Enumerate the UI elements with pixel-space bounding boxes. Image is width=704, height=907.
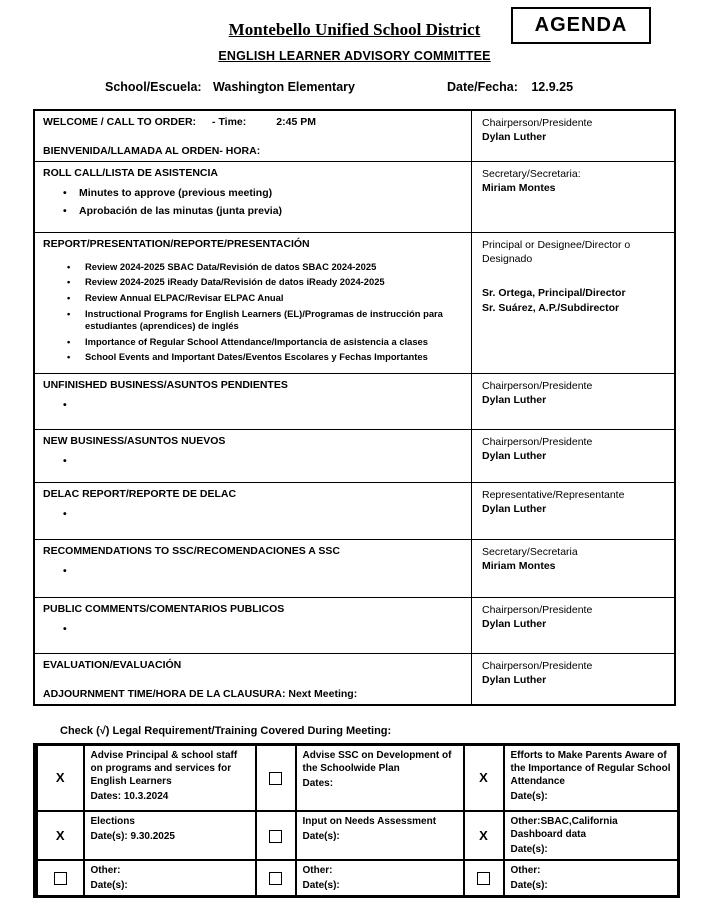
agenda-row: [35, 232, 674, 373]
bullet-list: [43, 623, 463, 642]
bullet-text: Importance of Regular School Attendance/Importancia de asistencia a clases: [85, 335, 428, 347]
bullet-icon: •: [67, 335, 71, 347]
checkbox-icon: [269, 872, 282, 885]
responsible-cell: [472, 598, 674, 653]
legal-item-dates: Date(s):: [510, 843, 548, 855]
bullet-icon: •: [63, 454, 67, 467]
bullet-item: [63, 187, 463, 201]
responsible-names: [482, 559, 666, 573]
bullet-list: [43, 187, 463, 224]
responsible-cell: [472, 540, 674, 597]
bullet-item: [67, 308, 463, 332]
responsible-name: Dylan Luther: [482, 450, 547, 463]
legal-item-cell: [296, 811, 464, 860]
legal-item-cell: [84, 860, 256, 897]
time-label: - Time:: [212, 116, 247, 128]
bullet-item: [67, 261, 463, 273]
agenda-item-cell: [35, 374, 472, 429]
responsible-role: Representative/Representante: [482, 489, 625, 501]
checkbox-icon: [54, 872, 67, 885]
agenda-item-title: [43, 116, 463, 130]
agenda-row: [35, 111, 674, 161]
bullet-item: [67, 336, 463, 348]
agenda-item-cell: [35, 233, 472, 373]
agenda-item-title-text: PUBLIC COMMENTS/COMENTARIOS PUBLICOS: [43, 603, 285, 615]
legal-item-text: Other:SBAC,California Dashboard data: [510, 815, 618, 840]
responsible-names: [482, 449, 666, 463]
legal-item-text: Other:: [510, 864, 541, 876]
responsible-name: Dylan Luther: [482, 674, 547, 687]
legal-item-dates: Dates: 10.3.2024: [90, 791, 169, 802]
responsible-names: [482, 393, 666, 407]
bullet-icon: •: [67, 351, 71, 363]
legal-item-cell: [504, 745, 679, 811]
responsible-role: Secretary/Secretaria:: [482, 168, 581, 180]
agenda-item-title-text: RECOMMENDATIONS TO SSC/RECOMENDACIONES A SSC: [43, 545, 340, 557]
district-title: Montebello Unified School District: [228, 20, 481, 39]
agenda-item-title-text: NEW BUSINESS/ASUNTOS NUEVOS: [43, 435, 226, 447]
responsible-role: Chairperson/Presidente: [482, 117, 593, 129]
bullet-item: [67, 276, 463, 288]
agenda-item-title-text: DELAC REPORT/REPORTE DE DELAC: [43, 488, 237, 500]
agenda-item-cell: [35, 654, 472, 704]
bullet-text: Review 2024-2025 SBAC Data/Revisión de datos SBAC 2024-2025: [85, 260, 377, 272]
agenda-item-title: [43, 435, 463, 449]
bullet-icon: •: [63, 564, 67, 577]
responsible-name: Dylan Luther: [482, 503, 547, 516]
responsible-role: Chairperson/Presidente: [482, 380, 593, 392]
date-value: 12.9.25: [531, 80, 574, 94]
responsible-role: Chairperson/Presidente: [482, 604, 593, 616]
bullet-text: Aprobación de las minutas (junta previa): [79, 205, 283, 218]
bullet-item: [67, 351, 463, 363]
agenda-item-title: [43, 488, 463, 502]
responsible-cell: [472, 111, 674, 161]
agenda-item-title-text: WELCOME / CALL TO ORDER:: [43, 116, 197, 128]
legal-item-cell: [296, 860, 464, 897]
responsible-cell: [472, 483, 674, 539]
checkbox-unchecked[interactable]: [464, 860, 504, 897]
bullet-item: [63, 565, 463, 579]
checkbox-checked[interactable]: X: [36, 745, 84, 811]
bullet-icon: •: [63, 186, 67, 199]
bullet-icon: •: [67, 260, 71, 272]
agenda-item-cell: [35, 111, 472, 161]
responsible-cell: [472, 233, 674, 373]
responsible-role: Chairperson/Presidente: [482, 660, 593, 672]
agenda-row: [35, 482, 674, 539]
checkbox-checked[interactable]: X: [36, 811, 84, 860]
bullet-text: School Events and Important Dates/Eventos Escolares y Fechas Importantes: [85, 351, 428, 363]
legal-table-body: [36, 745, 679, 897]
agenda-row: [35, 373, 674, 429]
legal-item-text: Elections: [90, 815, 135, 827]
agenda-item-title-text: EVALUATION/EVALUACIÓN: [43, 659, 182, 671]
bullet-item: [63, 508, 463, 522]
bullet-list: [43, 508, 463, 527]
bullet-list: [43, 565, 463, 584]
agenda-item-cell: [35, 483, 472, 539]
bullet-text: Instructional Programs for English Learners (EL)/Programas de instrucción para estudiantes (aprendices) de inglés: [85, 307, 443, 332]
checkbox-checked[interactable]: X: [464, 811, 504, 860]
agenda-item-title: [43, 603, 463, 617]
legal-item-dates: Date(s):: [302, 830, 340, 842]
date-label: Date/Fecha:: [447, 80, 518, 94]
responsible-names: [482, 673, 666, 687]
legal-table: [33, 743, 680, 898]
responsible-cell: [472, 162, 674, 232]
agenda-item-title: [43, 659, 463, 673]
bullet-icon: •: [63, 205, 67, 218]
responsible-name: Dylan Luther: [482, 394, 547, 407]
checkbox-icon: [477, 872, 490, 885]
bullet-list: [43, 399, 463, 418]
agenda-item-title: [43, 379, 463, 393]
checkbox-icon: [269, 830, 282, 843]
agenda-item-cell: [35, 540, 472, 597]
agenda-item-cell: [35, 162, 472, 232]
legal-row: [36, 811, 679, 860]
agenda-item-cell: [35, 430, 472, 482]
bullet-icon: •: [67, 276, 71, 288]
agenda-label: AGENDA: [534, 14, 628, 36]
bullet-item: [63, 399, 463, 413]
bullet-item: [63, 205, 463, 219]
committee-title: ENGLISH LEARNER ADVISORY COMMITTEE: [218, 49, 491, 63]
bullet-text: Review 2024-2025 iReady Data/Revisión de datos iReady 2024-2025: [85, 276, 385, 288]
responsible-name: Miriam Montes: [482, 182, 556, 195]
time-value: 2:45 PM: [276, 116, 316, 128]
legal-item-dates: Date(s):: [302, 879, 340, 891]
responsible-name: Sr. Suárez, A.P./Subdirector: [482, 301, 620, 314]
agenda-label-box: [511, 7, 651, 44]
bullet-icon: •: [67, 292, 71, 304]
legal-item-cell: [504, 811, 679, 860]
bullet-icon: •: [63, 398, 67, 411]
legal-item-text: Advise Principal & school staff on programs and services for English Learners: [90, 750, 238, 787]
checkbox-unchecked[interactable]: [36, 860, 84, 897]
bullet-icon: •: [63, 622, 67, 635]
legal-item-dates: Date(s):: [510, 791, 548, 802]
date-block: [447, 80, 573, 94]
responsible-cell: [472, 430, 674, 482]
responsible-names: [482, 502, 666, 516]
responsible-names: [482, 130, 666, 144]
responsible-role: Secretary/Secretaria: [482, 546, 578, 558]
agenda-item-title: [43, 545, 463, 559]
responsible-name: Dylan Luther: [482, 618, 547, 631]
legal-item-text: Other:: [302, 864, 333, 876]
bullet-item: [63, 455, 463, 469]
agenda-row: [35, 539, 674, 597]
responsible-role: Chairperson/Presidente: [482, 436, 593, 448]
responsible-role: Principal or Designee/Director o Designado: [482, 239, 631, 266]
school-value: Washington Elementary: [213, 80, 355, 94]
legal-item-dates: Date(s):: [90, 879, 128, 891]
responsible-names: [482, 286, 666, 314]
legal-item-dates: Dates:: [302, 778, 334, 789]
legal-item-text: Input on Needs Assessment: [302, 815, 437, 827]
agenda-item-title: [43, 238, 463, 252]
checkbox-unchecked[interactable]: [256, 860, 296, 897]
agenda-item-title-text: UNFINISHED BUSINESS/ASUNTOS PENDIENTES: [43, 379, 288, 391]
agenda-table: [33, 109, 676, 706]
checkbox-unchecked[interactable]: [256, 811, 296, 860]
legal-item-dates: Date(s):: [510, 879, 548, 891]
responsible-name: Sr. Ortega, Principal/Director: [482, 287, 626, 300]
checkbox-icon: [269, 772, 282, 785]
bullet-list: [43, 455, 463, 474]
legal-item-text: Advise SSC on Development of the Schoolwide Plan: [302, 750, 452, 774]
bullet-item: [63, 623, 463, 637]
bullet-text: Minutes to approve (previous meeting): [79, 186, 273, 199]
legal-heading: Check (√) Legal Requirement/Training Covered During Meeting:: [60, 725, 392, 737]
agenda-row: [35, 429, 674, 482]
legal-item-cell: [296, 745, 464, 811]
bullet-item: [67, 292, 463, 304]
responsible-names: [482, 617, 666, 631]
agenda-row: [35, 597, 674, 653]
agenda-row: [35, 161, 674, 232]
legal-row: [36, 745, 679, 811]
checkbox-unchecked[interactable]: [256, 745, 296, 811]
responsible-name: Dylan Luther: [482, 131, 547, 144]
agenda-item-title-text: REPORT/PRESENTATION/REPORTE/PRESENTACIÓN: [43, 238, 310, 250]
agenda-row: [35, 653, 674, 704]
bullet-icon: •: [63, 507, 67, 520]
legal-item-text: Efforts to Make Parents Aware of the Importance of Regular School Attendance: [510, 750, 671, 787]
adjournment-line: ADJOURNMENT TIME/HORA DE LA CLAUSURA: Next Meeting:: [43, 688, 358, 700]
responsible-cell: [472, 654, 674, 704]
agenda-item-cell: [35, 598, 472, 653]
agenda-item-title: [43, 167, 463, 181]
responsible-cell: [472, 374, 674, 429]
bullet-list: [43, 261, 463, 368]
checkbox-checked[interactable]: X: [464, 745, 504, 811]
legal-item-cell: [84, 745, 256, 811]
bullet-text: Review Annual ELPAC/Revisar ELPAC Anual: [85, 292, 284, 304]
legal-row: [36, 860, 679, 897]
legal-item-cell: [504, 860, 679, 897]
agenda-item-title-text: ROLL CALL/LISTA DE ASISTENCIA: [43, 167, 218, 179]
legal-item-cell: [84, 811, 256, 860]
responsible-name: Miriam Montes: [482, 560, 556, 573]
school-label: School/Escuela:: [105, 80, 202, 94]
agenda-item-subtitle: BIENVENIDA/LLAMADA AL ORDEN- HORA:: [43, 145, 261, 157]
responsible-names: [482, 181, 666, 195]
legal-item-text: Other:: [90, 864, 121, 876]
school-date-line: [33, 80, 676, 97]
bullet-icon: •: [67, 307, 71, 319]
legal-item-dates: Date(s): 9.30.2025: [90, 830, 175, 842]
